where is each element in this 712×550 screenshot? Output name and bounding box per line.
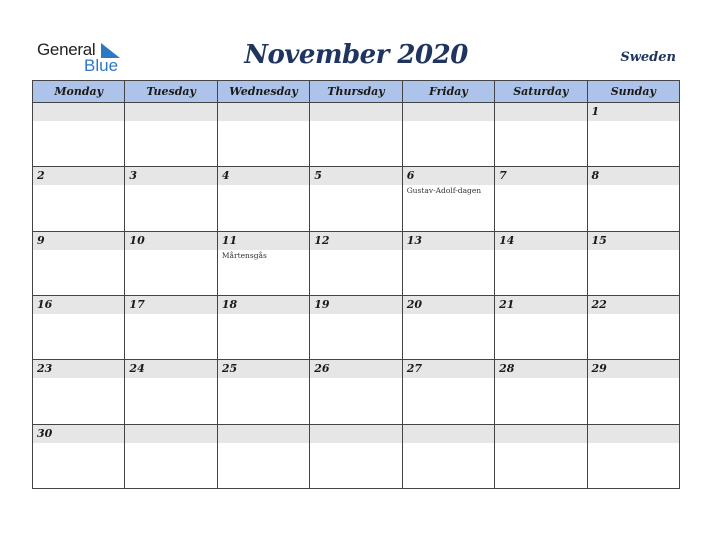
day-number: 16	[37, 297, 53, 311]
day-cell	[125, 424, 217, 488]
day-number: 22	[591, 297, 607, 311]
day-band	[125, 425, 216, 443]
day-cell	[310, 295, 402, 359]
day-cell	[587, 360, 679, 424]
day-cell	[495, 231, 587, 295]
day-cell	[33, 167, 125, 231]
day-band	[310, 103, 401, 121]
day-cell	[217, 103, 309, 167]
weekday-header-row	[33, 81, 680, 103]
day-cell	[402, 360, 494, 424]
holiday-label: Gustav-Adolf-dagen	[406, 186, 482, 196]
day-cell	[125, 360, 217, 424]
weekday-header: Friday	[402, 81, 494, 103]
day-number: 23	[37, 362, 53, 376]
weekday-header: Sunday	[587, 81, 679, 103]
week-row	[33, 360, 680, 424]
day-cell	[217, 231, 309, 295]
day-number: 30	[37, 426, 53, 440]
day-band	[33, 232, 124, 250]
weekday-header: Monday	[33, 81, 125, 103]
day-number: 3	[129, 169, 138, 183]
day-cell	[217, 360, 309, 424]
day-number: 28	[499, 362, 515, 376]
day-band	[33, 167, 124, 185]
week-row	[33, 103, 680, 167]
day-band	[588, 103, 679, 121]
day-number: 13	[406, 233, 422, 247]
day-cell	[587, 167, 679, 231]
day-number: 26	[314, 362, 330, 376]
holiday-label: Mårtensgås	[221, 250, 267, 260]
day-cell	[495, 295, 587, 359]
day-band	[218, 425, 309, 443]
day-band	[403, 425, 494, 443]
day-number: 4	[221, 169, 230, 183]
day-number: 12	[314, 233, 330, 247]
day-cell	[402, 424, 494, 488]
day-band	[33, 103, 124, 121]
day-number: 7	[499, 169, 507, 183]
day-cell	[33, 231, 125, 295]
day-cell	[495, 424, 587, 488]
day-number: 15	[591, 233, 607, 247]
day-cell	[402, 167, 494, 231]
day-number: 29	[591, 362, 607, 376]
week-row	[33, 424, 680, 488]
day-number: 19	[314, 297, 330, 311]
day-cell	[33, 424, 125, 488]
day-cell	[587, 295, 679, 359]
day-number: 24	[129, 362, 145, 376]
weekday-header: Wednesday	[217, 81, 309, 103]
day-cell	[310, 103, 402, 167]
day-cell	[33, 295, 125, 359]
day-cell	[495, 360, 587, 424]
day-band	[495, 103, 586, 121]
day-cell	[33, 103, 125, 167]
day-band	[218, 167, 309, 185]
day-number: 9	[37, 233, 45, 247]
day-number: 21	[499, 297, 515, 311]
day-cell	[310, 231, 402, 295]
country-label: Sweden	[620, 50, 676, 65]
day-band	[125, 103, 216, 121]
day-cell	[402, 231, 494, 295]
day-band	[588, 425, 679, 443]
day-cell	[402, 103, 494, 167]
day-cell	[587, 424, 679, 488]
day-cell	[402, 295, 494, 359]
day-number: 10	[129, 233, 145, 247]
day-cell	[125, 167, 217, 231]
day-band	[125, 167, 216, 185]
calendar-body	[33, 103, 680, 489]
weekday-header: Saturday	[495, 81, 587, 103]
day-cell	[33, 360, 125, 424]
day-band	[310, 425, 401, 443]
day-cell	[310, 360, 402, 424]
day-cell	[587, 231, 679, 295]
week-row	[33, 295, 680, 359]
day-band	[495, 167, 586, 185]
day-number: 8	[591, 169, 600, 183]
day-number: 11	[221, 233, 238, 247]
calendar-title: November 2020	[244, 40, 468, 70]
day-band	[495, 425, 586, 443]
day-number: 20	[406, 297, 422, 311]
day-cell	[310, 424, 402, 488]
day-cell	[495, 103, 587, 167]
day-cell	[495, 167, 587, 231]
day-number: 18	[221, 297, 238, 311]
day-number: 6	[406, 169, 415, 183]
day-band	[588, 167, 679, 185]
day-number: 1	[591, 105, 600, 118]
day-number: 27	[406, 362, 422, 376]
weekday-header: Tuesday	[125, 81, 217, 103]
logo-general-text: General	[37, 40, 96, 59]
day-cell	[587, 103, 679, 167]
day-number: 2	[37, 169, 45, 183]
day-cell	[125, 231, 217, 295]
day-band	[310, 167, 401, 185]
week-row	[33, 167, 680, 231]
day-cell	[125, 295, 217, 359]
week-row	[33, 231, 680, 295]
day-cell	[310, 167, 402, 231]
logo-blue-text: Blue	[84, 56, 119, 75]
day-band	[403, 103, 494, 121]
day-cell	[217, 167, 309, 231]
day-band	[218, 103, 309, 121]
day-cell	[217, 295, 309, 359]
day-number: 25	[221, 362, 238, 376]
calendar-grid	[32, 80, 680, 489]
day-number: 17	[129, 297, 145, 311]
weekday-header: Thursday	[310, 81, 402, 103]
day-band	[403, 167, 494, 185]
day-number: 14	[499, 233, 515, 247]
day-cell	[217, 424, 309, 488]
day-cell	[125, 103, 217, 167]
day-number: 5	[314, 169, 322, 183]
